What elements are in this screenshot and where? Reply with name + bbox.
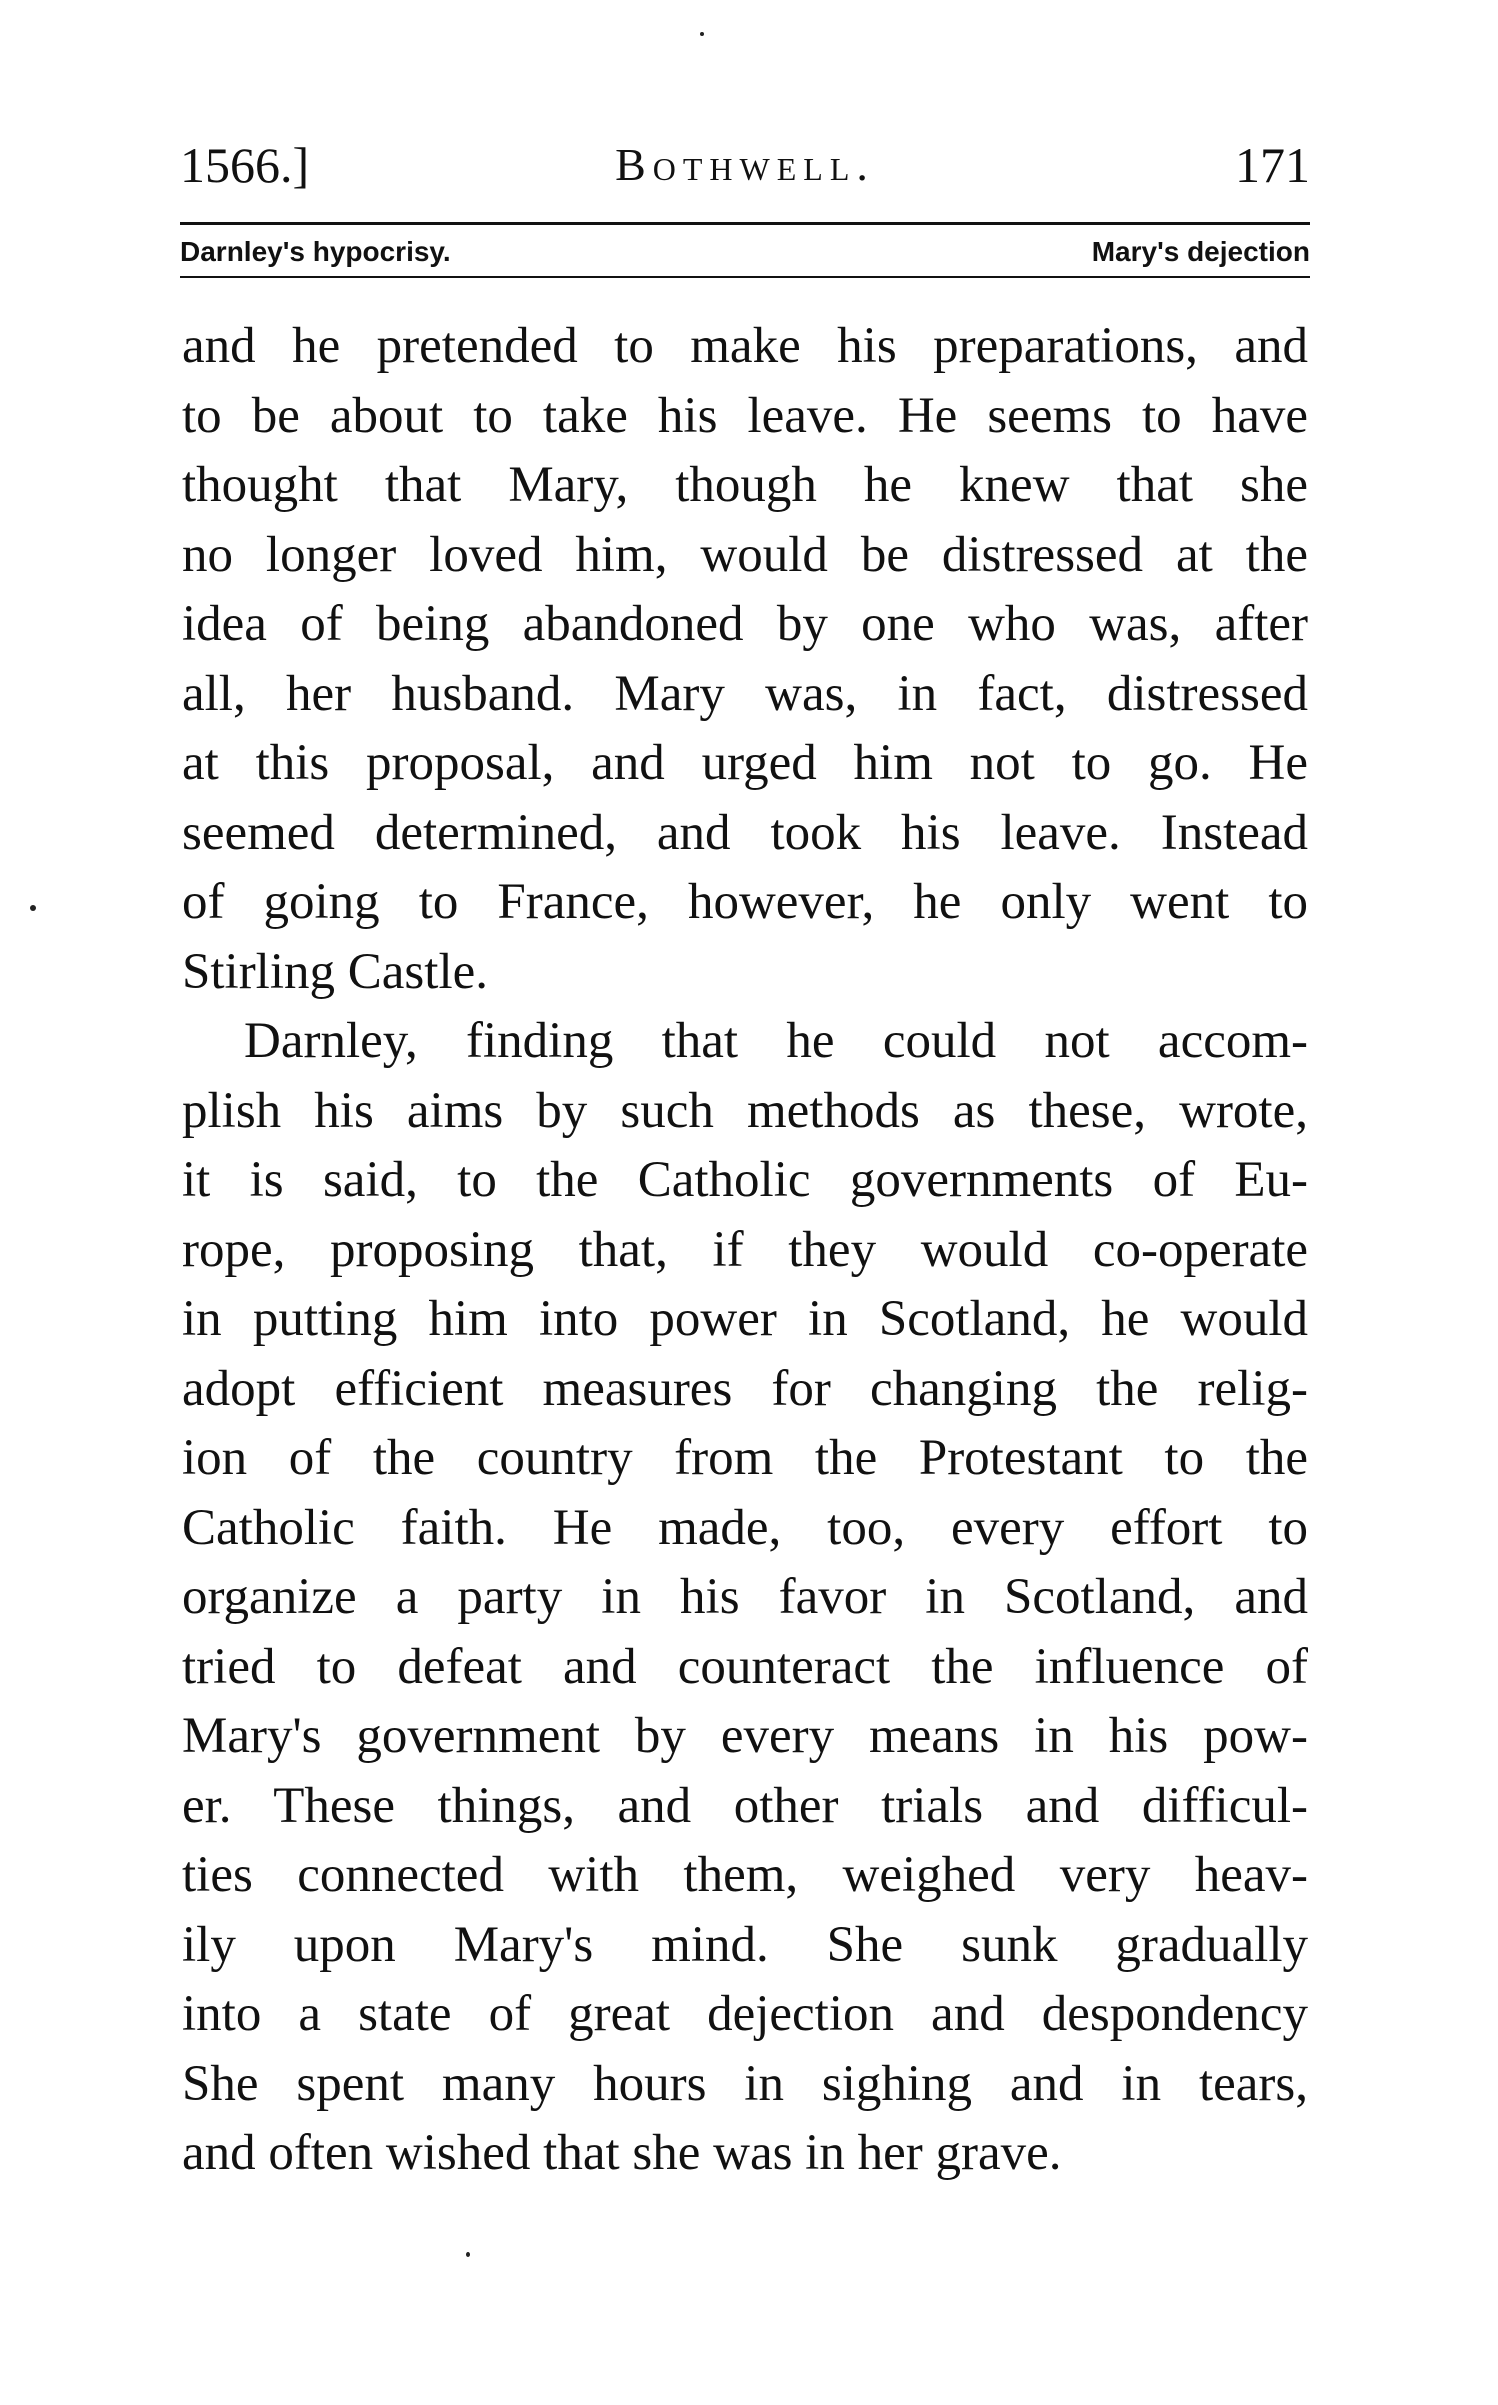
text-line: ion of the country from the Protestant to the bbox=[182, 1430, 1308, 1486]
text-line: and often wished that she was in her grave. bbox=[182, 2125, 1062, 2181]
text-line: organize a party in his favor in Scotland, and bbox=[182, 1569, 1308, 1625]
text-line: thought that Mary, though he knew that she bbox=[182, 457, 1308, 513]
text-line: ily upon Mary's mind. She sunk gradually bbox=[182, 1916, 1308, 1973]
body-text bbox=[182, 312, 1308, 2189]
text-line: Stirling Castle. bbox=[182, 943, 488, 1000]
text-line: adopt efficient measures for changing the relig- bbox=[182, 1360, 1308, 1417]
print-speck bbox=[466, 2252, 470, 2257]
text-line: plish his aims by such methods as these, wrote, bbox=[182, 1082, 1308, 1139]
paragraph-2 bbox=[182, 1007, 1308, 2189]
text-line: at this proposal, and urged him not to go. He bbox=[182, 735, 1308, 791]
print-speck bbox=[30, 905, 36, 911]
text-line: idea of being abandoned by one who was, after bbox=[182, 596, 1308, 652]
text-line: Mary's government by every means in his pow- bbox=[182, 1708, 1308, 1764]
text-line: of going to France, however, he only went to bbox=[182, 874, 1308, 930]
text-line: to be about to take his leave. He seems to have bbox=[182, 387, 1308, 444]
text-line: no longer loved him, would be distressed at the bbox=[182, 526, 1308, 583]
text-line: er. These things, and other trials and difficul- bbox=[182, 1777, 1308, 1834]
paragraph-1 bbox=[182, 312, 1308, 1007]
text-line: in putting him into power in Scotland, he would bbox=[182, 1291, 1308, 1347]
text-line: Catholic faith. He made, too, every effort to bbox=[182, 1499, 1308, 1556]
text-line: ties connected with them, weighed very heav- bbox=[182, 1847, 1308, 1903]
side-heading-right: Mary's dejection bbox=[1091, 236, 1310, 267]
header-rule bbox=[180, 222, 1310, 225]
text-line: She spent many hours in sighing and in tears, bbox=[182, 2055, 1308, 2112]
text-line: and he pretended to make his preparations, and bbox=[182, 318, 1308, 374]
text-line: all, her husband. Mary was, in fact, distressed bbox=[182, 665, 1308, 722]
text-line: it is said, to the Catholic governments of Eu- bbox=[182, 1152, 1308, 1208]
text-line: into a state of great dejection and despondency bbox=[182, 1986, 1308, 2042]
side-heading-left: Darnley's hypocrisy. bbox=[180, 236, 451, 267]
text-line: Darnley, finding that he could not accom- bbox=[244, 1013, 1308, 1069]
header-year: 1566.] bbox=[180, 137, 310, 193]
side-heading-rule bbox=[180, 276, 1310, 278]
text-line: tried to defeat and counteract the influence of bbox=[182, 1638, 1308, 1695]
page-number: 171 bbox=[1235, 137, 1310, 193]
print-speck bbox=[700, 32, 704, 36]
running-header bbox=[180, 130, 1310, 200]
text-line: rope, proposing that, if they would co-operate bbox=[182, 1221, 1308, 1278]
text-line: seemed determined, and took his leave. Instead bbox=[182, 804, 1308, 861]
header-title: Bothwell. bbox=[615, 139, 875, 190]
